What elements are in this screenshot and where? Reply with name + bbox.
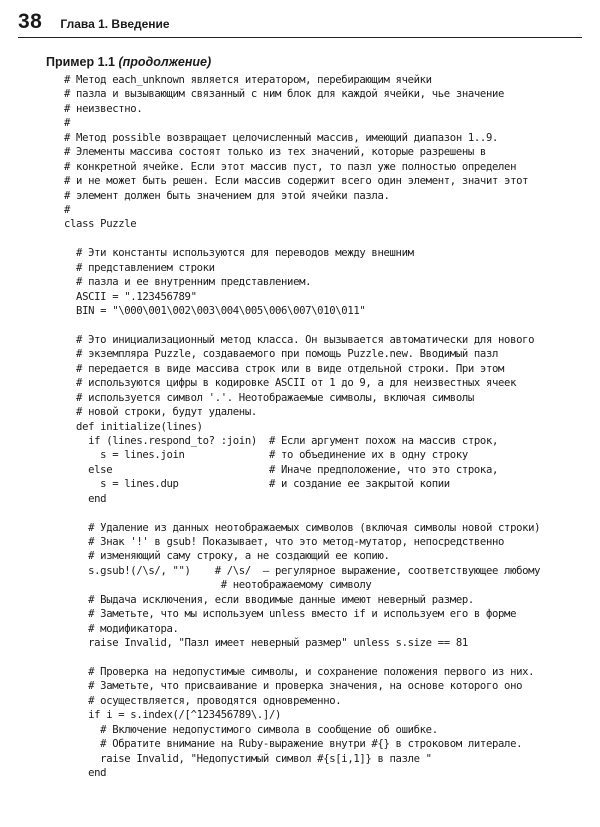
code-line: raise Invalid, "Пазл имеет неверный размер" unless s.size == 81 bbox=[64, 637, 468, 650]
code-line bbox=[64, 232, 584, 246]
code-line: # и не может быть решен. Если массив содержит всего один элемент, значит этот bbox=[64, 175, 529, 188]
code-line: else # Иначе предположение, что это строка, bbox=[64, 463, 499, 476]
code-line: # пазла и вызывающим связанный с ним блок для каждой ячейки, чье значение bbox=[64, 88, 505, 101]
example-title: Пример 1.1 bbox=[46, 55, 115, 69]
code-line: s.gsub!(/\s/, "") # /\s/ – регулярное выражение, соответствующее любому bbox=[64, 564, 541, 577]
code-listing bbox=[64, 73, 584, 780]
code-line: # bbox=[64, 203, 71, 216]
code-line: # используется символ '.'. Неотображаемые символы, включая символы bbox=[64, 391, 474, 404]
code-line: # экземпляра Puzzle, создаваемого при помощь Puzzle.new. Вводимый пазл bbox=[64, 348, 499, 361]
page-header bbox=[18, 10, 582, 40]
code-line: # неизвестно. bbox=[64, 102, 143, 115]
code-line: # новой строки, будут удалены. bbox=[64, 406, 257, 419]
code-line: # Выдача исключения, если вводимые данные имеют неверный размер. bbox=[64, 593, 474, 606]
code-line: # Эти константы используются для переводов между внешним bbox=[64, 247, 414, 260]
code-line: # Включение недопустимого символа в сообщение об ошибке. bbox=[64, 723, 438, 736]
code-line: # bbox=[64, 117, 71, 130]
code-line: # Знак '!' в gsub! Показывает, что это метод-мутатор, непосредственно bbox=[64, 536, 505, 548]
code-line: if i = s.index(/[^123456789\.]/) bbox=[64, 709, 282, 722]
code-line: # изменяющий саму строку, а не создающий ее копию. bbox=[64, 550, 390, 563]
code-line bbox=[64, 318, 584, 332]
code-line: # Обратите внимание на Ruby-выражение внутри #{} в строковом литерале. bbox=[64, 738, 523, 751]
code-line: # представлением строки bbox=[64, 261, 215, 274]
code-line: class Puzzle bbox=[64, 218, 137, 231]
code-line: # осуществляется, проводятся одновременно. bbox=[64, 694, 342, 707]
code-line: # Метод possible возвращает целочисленный массив, имеющий диапазон 1..9. bbox=[64, 131, 499, 144]
code-line: def initialize(lines) bbox=[64, 420, 203, 433]
code-line: ASCII = ".123456789" bbox=[64, 290, 197, 303]
code-line: # элемент должен быть значением для этой ячейки пазла. bbox=[64, 189, 390, 202]
example-heading bbox=[46, 55, 211, 69]
code-line: # модификатора. bbox=[64, 622, 179, 635]
code-line: end bbox=[64, 492, 107, 505]
code-line: # конкретной ячейке. Если этот массив пуст, то пазл уже полностью определен bbox=[64, 160, 517, 173]
code-line: # Метод each_unknown является итератором, перебирающим ячейки bbox=[64, 74, 432, 86]
code-line: s = lines.dup # и создание ее закрытой копии bbox=[64, 478, 450, 491]
code-line: # неотображаемому символу bbox=[64, 579, 372, 592]
code-line: # передается в виде массива строк или в виде отдельной строки. При этом bbox=[64, 362, 505, 375]
page-number: 38 bbox=[18, 10, 43, 33]
code-line: # Проверка на недопустимые символы, и сохранение положения первого из них. bbox=[64, 665, 535, 678]
code-line bbox=[64, 651, 584, 665]
code-line: # Элементы массива состоят только из тех значений, которые разрешены в bbox=[64, 146, 486, 159]
code-line: raise Invalid, "Недопустимый символ #{s[i,1]} в пазле " bbox=[64, 752, 432, 765]
chapter-title: Глава 1. Введение bbox=[60, 17, 170, 31]
example-continuation: (продолжение) bbox=[118, 55, 212, 69]
code-line: # Это инициализационный метод класса. Он вызывается автоматически для нового bbox=[64, 333, 535, 346]
code-line: s = lines.join # то объединение их в одну строку bbox=[64, 449, 468, 462]
code-line bbox=[64, 506, 584, 520]
code-line: end bbox=[64, 767, 107, 779]
code-line: # Заметьте, что мы используем unless вместо if и используем его в форме bbox=[64, 608, 517, 621]
code-line: if (lines.respond_to? :join) # Если аргумент похож на массив строк, bbox=[64, 434, 499, 447]
code-line: # пазла и ее внутренним представлением. bbox=[64, 276, 312, 289]
header-rule bbox=[18, 37, 582, 38]
code-line: BIN = "\000\001\002\003\004\005\006\007\010\011" bbox=[64, 305, 366, 317]
code-line: # Удаление из данных неотображаемых символов (включая символы новой строки) bbox=[64, 521, 541, 534]
code-line: # Заметьте, что присваивание и проверка значения, на основе которого оно bbox=[64, 680, 523, 693]
code-line: # используются цифры в кодировке ASCII от 1 до 9, а для неизвестных ячеек bbox=[64, 377, 517, 390]
